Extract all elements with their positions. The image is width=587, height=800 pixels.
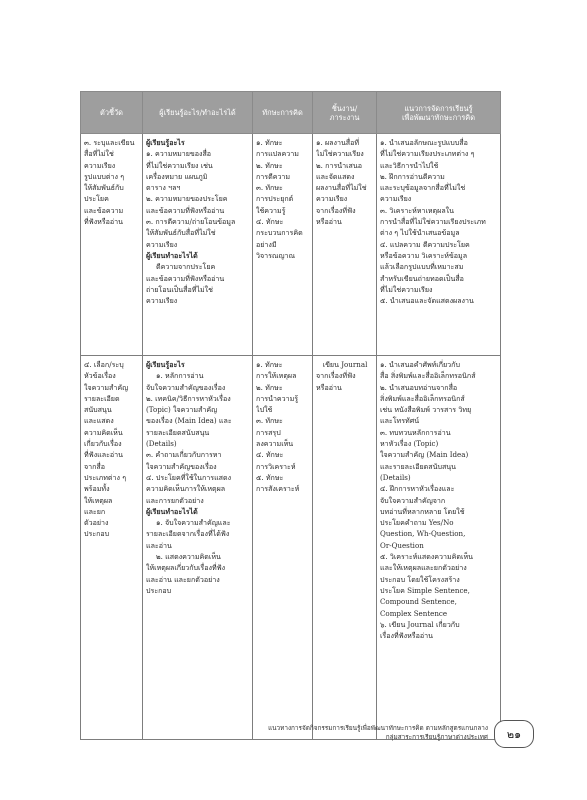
indicator-line: ความคิดเห็น bbox=[84, 427, 123, 437]
skills-cell bbox=[253, 356, 313, 740]
learner-line: และข้อความที่ฟังหรืออ่าน bbox=[146, 205, 225, 215]
learner-line: ของเรื่อง (Main Idea) และ bbox=[146, 416, 232, 426]
approach-line: ประโยคคำถาม Yes/No bbox=[380, 518, 454, 528]
skills-line: ๓. ทักษะ bbox=[256, 416, 283, 426]
indicator-cell bbox=[81, 356, 143, 740]
indicator-line: และแสดง bbox=[84, 416, 114, 426]
work-line: ๒. การนำเสนอ bbox=[316, 160, 362, 170]
learner-line: ความเรียง bbox=[146, 239, 178, 249]
work-line: ไม่ใช่ความเรียง bbox=[316, 149, 364, 159]
work-line: หรืออ่าน bbox=[316, 217, 342, 227]
approach-line: ๕. นำเสนอและจัดแสดงผลงาน bbox=[380, 296, 474, 306]
indicator-line: ให้สัมพันธ์กับ bbox=[84, 183, 124, 193]
approach-line: ๒. ฝึกการอ่านตีความ bbox=[380, 171, 445, 181]
learner-line: ผู้เรียนทำอะไรได้ bbox=[146, 506, 198, 516]
skills-line: ๒. ทักษะ bbox=[256, 382, 283, 392]
work-cell bbox=[313, 356, 377, 740]
header-approach-line2: เพื่อพัฒนาทักษะการคิด bbox=[401, 112, 476, 122]
approach-line: ๕. วิเคราะห์แสดงความคิดเห็น bbox=[380, 552, 473, 562]
learner-line: และข้อความที่ฟังหรืออ่าน bbox=[146, 273, 225, 283]
approach-line: Compound Sentence, bbox=[380, 597, 457, 607]
learner-line: (Topic) ใจความสำคัญ bbox=[146, 405, 218, 415]
learner-line: ความคิดเห็นการให้เหตุผล bbox=[146, 484, 226, 494]
skills-line: ๓. ทักษะ bbox=[256, 183, 283, 193]
approach-line: Or-Question bbox=[380, 540, 424, 550]
indicator-line: ให้เหตุผล bbox=[84, 495, 113, 505]
approach-line: (Details) bbox=[380, 472, 411, 482]
learner-line: ถ่ายโอนเป็นสื่อที่ไม่ใช่ bbox=[146, 284, 213, 294]
learner-line: ผู้เรียนรู้อะไร bbox=[146, 138, 185, 147]
work-line: ๑. ผลงานสื่อที่ bbox=[316, 138, 360, 147]
learner-line: จับใจความสำคัญของเรื่อง bbox=[146, 382, 226, 392]
approach-line: และระบุข้อมูลจากสื่อที่ไม่ใช่ bbox=[380, 183, 466, 193]
approach-line: หรือข้อความ วิเคราะห์ข้อมูล bbox=[380, 250, 468, 260]
indicator-line: ประกอบ bbox=[84, 529, 110, 539]
approach-line: แล้วเลือกรูปแบบที่เหมาะสม bbox=[380, 262, 464, 272]
skills-line: ไปใช้ bbox=[256, 405, 273, 415]
approach-line: ๓. วิเคราะห์หาเหตุผลใน bbox=[380, 205, 454, 215]
indicator-line: รายละเอียด bbox=[84, 393, 120, 403]
indicator-line: ๔. เลือก/ระบุ bbox=[84, 360, 124, 369]
approach-line: ๒. นำเสนอบทอ่านจากสื่อ bbox=[380, 382, 458, 392]
work-line: หรืออ่าน bbox=[316, 382, 342, 392]
learner-line: ผู้เรียนทำอะไรได้ bbox=[146, 250, 198, 260]
learner-line: ๓. คำถามเกี่ยวกับการหา bbox=[146, 450, 222, 460]
skills-line: อย่างมี bbox=[256, 239, 277, 249]
curriculum-table bbox=[80, 91, 501, 740]
indicator-line: รูปแบบต่าง ๆ bbox=[84, 171, 125, 181]
learner-line: เครื่องหมาย แผนภูมิ bbox=[146, 171, 208, 181]
approach-line: และโทรทัศน์ bbox=[380, 416, 420, 426]
skills-line: การให้เหตุผล bbox=[256, 371, 297, 381]
header-work bbox=[313, 92, 377, 134]
indicator-line: หัวข้อเรื่อง bbox=[84, 371, 116, 381]
indicator-line: พร้อมทั้ง bbox=[84, 484, 110, 494]
approach-cell bbox=[377, 356, 501, 740]
approach-line: ๑. นำเสนอลักษณะรูปแบบสื่อ bbox=[380, 138, 468, 147]
learner-cell bbox=[143, 134, 253, 356]
skills-line: การวิเคราะห์ bbox=[256, 461, 296, 471]
learner-line: ๒. ความหมายของประโยค bbox=[146, 194, 228, 204]
header-learner-knowledge: ผู้เรียนรู้อะไร/ทำอะไรได้ bbox=[143, 92, 253, 134]
skills-line: การสรุป bbox=[256, 427, 281, 437]
learner-line: ความเรียง bbox=[146, 296, 178, 306]
learner-line: ให้เหตุผลเกี่ยวกับเรื่องที่ฟัง bbox=[146, 563, 226, 573]
approach-line: และให้เหตุผลและยกตัวอย่าง bbox=[380, 563, 467, 573]
header-approach-line1: แนวการจัดการเรียนรู้ bbox=[404, 103, 473, 113]
approach-cell bbox=[377, 134, 501, 356]
learner-line: ๑. จับใจความสำคัญและ bbox=[156, 518, 231, 528]
work-line: และจัดแสดง bbox=[316, 171, 355, 181]
indicator-line: ๓. ระบุและเขียน bbox=[84, 138, 135, 147]
skills-line: กระบวนการคิด bbox=[256, 228, 303, 238]
skills-line: การตีความ bbox=[256, 171, 291, 181]
indicator-line: เกี่ยวกับเรื่อง bbox=[84, 439, 122, 449]
skills-cell bbox=[253, 134, 313, 356]
page-number-badge bbox=[494, 720, 534, 748]
approach-line: หาหัวเรื่อง (Topic) bbox=[380, 439, 439, 449]
learner-line: ๒. แสดงความคิดเห็น bbox=[156, 552, 221, 562]
approach-line: ๔. แปลความ ตีความประโยค bbox=[380, 239, 470, 249]
approach-line: เรื่องที่ฟังหรืออ่าน bbox=[380, 631, 433, 641]
skills-line: ลงความเห็น bbox=[256, 439, 294, 449]
approach-line: ๑. นำเสนอคำศัพท์เกี่ยวกับ bbox=[380, 360, 460, 369]
learner-line: ประกอบ bbox=[146, 585, 172, 595]
work-line: เขียน Journal bbox=[322, 360, 368, 369]
learner-line: ตีความจากประโยค bbox=[156, 262, 216, 272]
approach-line: ประกอบ โดยใช้โครงสร้าง bbox=[380, 574, 460, 584]
approach-line: จับใจความสำคัญจาก bbox=[380, 495, 446, 505]
approach-line: สำหรับเขียนถ่ายทอดเป็นสื่อ bbox=[380, 273, 464, 283]
indicator-line: สนับสนุน bbox=[84, 405, 112, 415]
approach-line: บทอ่านที่หลากหลาย โดยใช้ bbox=[380, 506, 465, 516]
footer-line-1: แนวทางการจัดกิจกรรมการเรียนรู้เพื่อพัฒนาทักษะการคิด ตามหลักสูตรแกนกลาง bbox=[268, 724, 488, 732]
indicator-line: ตัวอย่าง bbox=[84, 518, 109, 528]
learner-line: ผู้เรียนรู้อะไร bbox=[146, 360, 185, 369]
learner-line: ๓. การตีความ/ถ่ายโอนข้อมูล bbox=[146, 217, 236, 227]
skills-line: การแปลความ bbox=[256, 149, 299, 159]
skills-line: ๒. ทักษะ bbox=[256, 160, 283, 170]
approach-line: ที่ไม่ใช่ความเรียง bbox=[380, 284, 433, 294]
indicator-line: จากสื่อ bbox=[84, 461, 106, 471]
footer-line-2: กลุ่มสาระการเรียนรู้ภาษาต่างประเทศ bbox=[385, 733, 488, 741]
table-row bbox=[81, 356, 501, 740]
skills-line: ๔. ทักษะ bbox=[256, 217, 284, 227]
header-approach bbox=[377, 92, 501, 134]
indicator-cell bbox=[81, 134, 143, 356]
learner-line: ที่ไม่ใช่ความเรียง เช่น bbox=[146, 160, 213, 170]
approach-line: ๖. เขียน Journal เกี่ยวกับ bbox=[380, 619, 460, 629]
skills-line: การประยุกต์ bbox=[256, 194, 294, 204]
approach-line: ที่ไม่ใช่ความเรียงประเภทต่าง ๆ bbox=[380, 149, 475, 159]
indicator-line: ใจความสำคัญ bbox=[84, 382, 129, 392]
skills-line: ๑. ทักษะ bbox=[256, 138, 283, 147]
learner-line: ๑. ความหมายของสื่อ bbox=[146, 149, 212, 159]
table-header-row bbox=[81, 92, 501, 134]
approach-line: การนำสื่อที่ไม่ใช่ความเรียงประเภท bbox=[380, 217, 486, 227]
skills-line: ใช้ความรู้ bbox=[256, 205, 286, 215]
learner-cell bbox=[143, 356, 253, 740]
learner-line: ตาราง ฯลฯ bbox=[146, 183, 181, 193]
work-line: จากเรื่องที่ฟัง bbox=[316, 371, 356, 381]
approach-line: ประโยค Simple Sentence, bbox=[380, 585, 470, 595]
learner-line: รายละเอียดสนับสนุน bbox=[146, 427, 210, 437]
indicator-line: และข้อความ bbox=[84, 205, 124, 215]
work-line: ความเรียง bbox=[316, 194, 348, 204]
indicator-line: ประโยค bbox=[84, 194, 109, 204]
approach-line: สิ่งพิมพ์และสื่ออิเล็กทรอนิกส์ bbox=[380, 393, 465, 403]
learner-line: รายละเอียดจากเรื่องที่ได้ฟัง bbox=[146, 529, 230, 539]
work-line: จากเรื่องที่ฟัง bbox=[316, 205, 356, 215]
header-work-line1: ชิ้นงาน/ bbox=[331, 103, 358, 113]
learner-line: และอ่าน bbox=[146, 540, 172, 550]
learner-line: ๑. หลักการอ่าน bbox=[156, 371, 204, 381]
approach-line: Complex Sentence bbox=[380, 608, 448, 618]
learner-line: ให้สัมพันธ์กับสื่อที่ไม่ใช่ bbox=[146, 228, 216, 238]
approach-line: สื่อ สิ่งพิมพ์และสื่ออิเล็กทรอนิกส์ bbox=[380, 371, 476, 381]
approach-line: ใจความสำคัญ (Main Idea) bbox=[380, 450, 469, 460]
learner-line: ใจความสำคัญของเรื่อง bbox=[146, 461, 217, 471]
header-indicator: ตัวชี้วัด bbox=[81, 92, 143, 134]
footer-caption bbox=[248, 724, 488, 742]
skills-line: ๔. ทักษะ bbox=[256, 450, 284, 460]
learner-line: และอ่าน และยกตัวอย่าง bbox=[146, 574, 220, 584]
skills-line: ๑. ทักษะ bbox=[256, 360, 283, 369]
table-row bbox=[81, 134, 501, 356]
learner-line: (Details) bbox=[146, 439, 177, 449]
skills-line: การนำความรู้ bbox=[256, 393, 299, 403]
approach-line: และรายละเอียดสนับสนุน bbox=[380, 461, 456, 471]
indicator-line: และยก bbox=[84, 506, 106, 516]
approach-line: และวิธีการนำไปใช้ bbox=[380, 160, 439, 170]
indicator-line: ที่ฟังและอ่าน bbox=[84, 450, 123, 460]
approach-line: ๓. ทบทวนหลักการอ่าน bbox=[380, 427, 451, 437]
indicator-line: ความเรียง bbox=[84, 160, 116, 170]
page-number: ๒๑ bbox=[506, 728, 522, 741]
indicator-line: ประเภทต่าง ๆ bbox=[84, 472, 127, 482]
indicator-line: ที่ฟังหรืออ่าน bbox=[84, 217, 124, 227]
skills-line: วิจารณญาณ bbox=[256, 250, 296, 260]
header-thinking-skills: ทักษะการคิด bbox=[253, 92, 313, 134]
indicator-line: สื่อที่ไม่ใช่ bbox=[84, 149, 114, 159]
learner-line: และการยกตัวอย่าง bbox=[146, 495, 204, 505]
learner-line: ๔. ประโยคที่ใช้ในการแสดง bbox=[146, 472, 232, 482]
work-cell bbox=[313, 134, 377, 356]
skills-line: ๕. ทักษะ bbox=[256, 472, 284, 482]
approach-line: เช่น หนังสือพิมพ์ วารสาร วิทยุ bbox=[380, 405, 472, 415]
learner-line: ๒. เทคนิค/วิธีการหาหัวเรื่อง bbox=[146, 393, 231, 403]
skills-line: การสังเคราะห์ bbox=[256, 484, 300, 494]
approach-line: ๔. ฝึกการหาหัวเรื่องและ bbox=[380, 484, 455, 494]
approach-line: Question, Wh-Question, bbox=[380, 529, 466, 539]
work-line: ผลงานสื่อที่ไม่ใช่ bbox=[316, 183, 367, 193]
header-work-line2: ภาระงาน bbox=[329, 112, 360, 122]
approach-line: ความเรียง bbox=[380, 194, 412, 204]
approach-line: ต่าง ๆ ไปใช้นำเสนอข้อมูล bbox=[380, 228, 460, 238]
